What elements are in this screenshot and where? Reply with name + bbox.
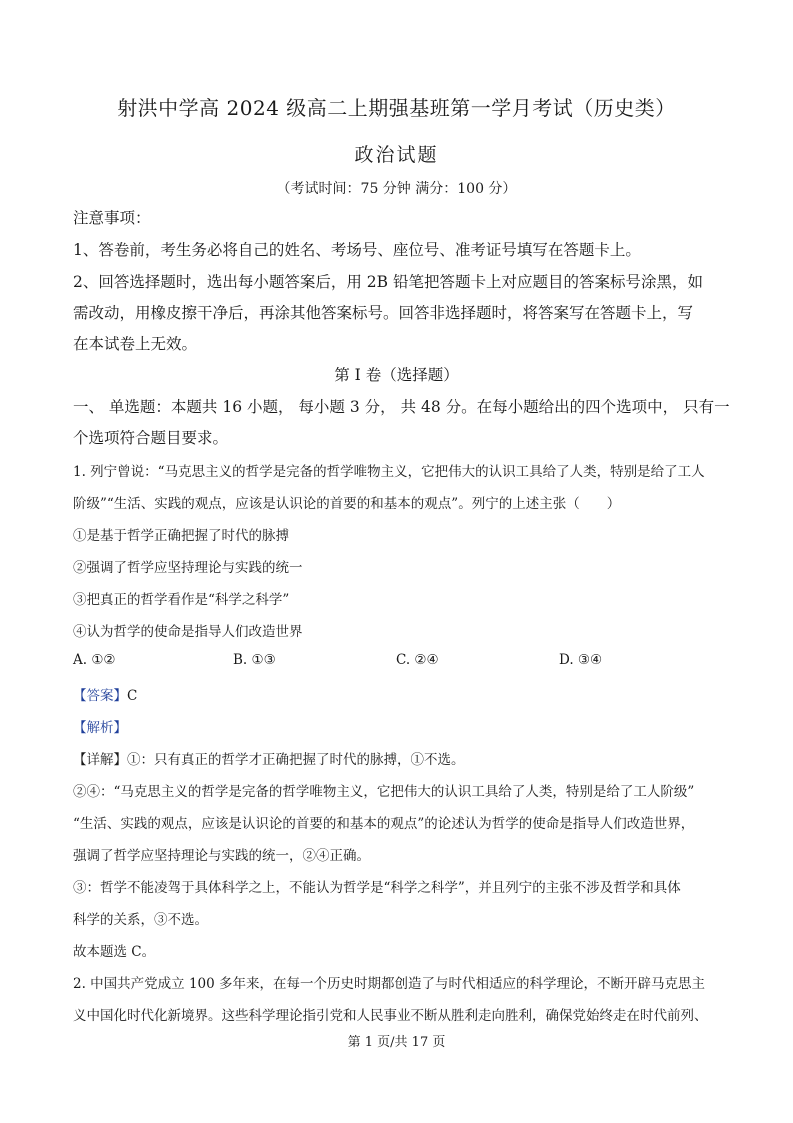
q1-stem-line-2: 阶级”“生活、实践的观点，应该是认识论的首要的和基本的观点”。列宁的上述主张（ ）	[73, 496, 621, 512]
q1-stem-line-1: 1. 列宁曾说：“马克思主义的哲学是完备的哲学唯物主义，它把伟大的认识工具给了人类，特别是给了工人	[73, 464, 705, 480]
answer-tag: 【答案】	[73, 688, 127, 704]
exam-title: 射洪中学高 2024 级高二上期强基班第一学月考试（历史类）	[117, 96, 676, 120]
section-instructions-line-1: 一、 单选题：本题共 16 小题， 每小题 3 分， 共 48 分。在每小题给出的四个选项中， 只有一	[73, 398, 730, 416]
part1-heading: 第 I 卷（选择题）	[334, 366, 459, 384]
q1-option-b: B. ①③	[233, 652, 276, 668]
q1-analysis-line	[73, 716, 723, 736]
q1-statement-1: ①是基于哲学正确把握了时代的脉搏	[73, 528, 289, 544]
q1-detail-line-6: 科学的关系，③不选。	[73, 912, 208, 928]
q1-conclusion: 故本题选 C。	[73, 944, 156, 960]
q2-stem-line-1: 2. 中国共产党成立 100 多年来，在每一个历史时期都创造了与时代相适应的科学理论，不断开辟马克思主	[73, 976, 706, 992]
q1-detail-line-5: ③：哲学不能凌驾于具体科学之上，不能认为哲学是“科学之科学”，并且列宁的主张不涉及哲学和具体	[73, 880, 681, 896]
q1-option-c: C. ②④	[396, 652, 439, 668]
q1-option-a: A. ①②	[73, 652, 116, 668]
notes-item-2-line-2: 需改动，用橡皮擦干净后，再涂其他答案标号。回答非选择题时，将答案写在答题卡上，写	[73, 304, 694, 322]
q1-option-d: D. ③④	[559, 652, 603, 668]
section-instructions-line-2: 个选项符合题目要求。	[73, 429, 229, 447]
notes-item-2-line-3: 在本试卷上无效。	[73, 335, 198, 353]
notes-heading: 注意事项：	[73, 209, 151, 227]
page-number: 第 1 页/共 17 页	[347, 1035, 446, 1050]
q1-detail-line-3: “生活、实践的观点，应该是认识论的首要的和基本的观点”的论述认为哲学的使命是指导人们改造世界，	[73, 816, 695, 832]
q1-statement-3: ③把真正的哲学看作是“科学之科学”	[73, 592, 290, 608]
answer-value: C	[127, 688, 138, 704]
q1-answer-line	[73, 684, 723, 704]
detail-tag: 【详解】	[73, 752, 127, 768]
q1-detail-line-4: 强调了哲学应坚持理论与实践的统一，②④正确。	[73, 848, 370, 864]
notes-item-2-line-1: 2、回答选择题时，选出每小题答案后，用 2B 铅笔把答题卡上对应题目的答案标号涂黑，如	[73, 273, 703, 291]
q1-statement-2: ②强调了哲学应坚持理论与实践的统一	[73, 560, 303, 576]
exam-info: （考试时间：75 分钟 满分：100 分）	[276, 181, 517, 197]
q1-detail-line-2: ②④：“马克思主义的哲学是完备的哲学唯物主义，它把伟大的认识工具给了人类，特别是给了工人阶级”	[73, 784, 695, 800]
analysis-tag: 【解析】	[73, 720, 127, 736]
notes-item-1: 1、答卷前，考生务必将自己的姓名、考场号、座位号、准考证号填写在答题卡上。	[73, 241, 641, 259]
q1-detail-line-1	[73, 748, 723, 768]
q2-stem-line-2: 义中国化时代化新境界。这些科学理论指引党和人民事业不断从胜利走向胜利，确保党始终走在时代前列、	[73, 1008, 708, 1024]
q1-statement-4: ④认为哲学的使命是指导人们改造世界	[73, 624, 303, 640]
detail-text-1: ①：只有真正的哲学才正确把握了时代的脉搏，①不选。	[127, 752, 465, 768]
subject-title: 政治试题	[354, 144, 439, 166]
